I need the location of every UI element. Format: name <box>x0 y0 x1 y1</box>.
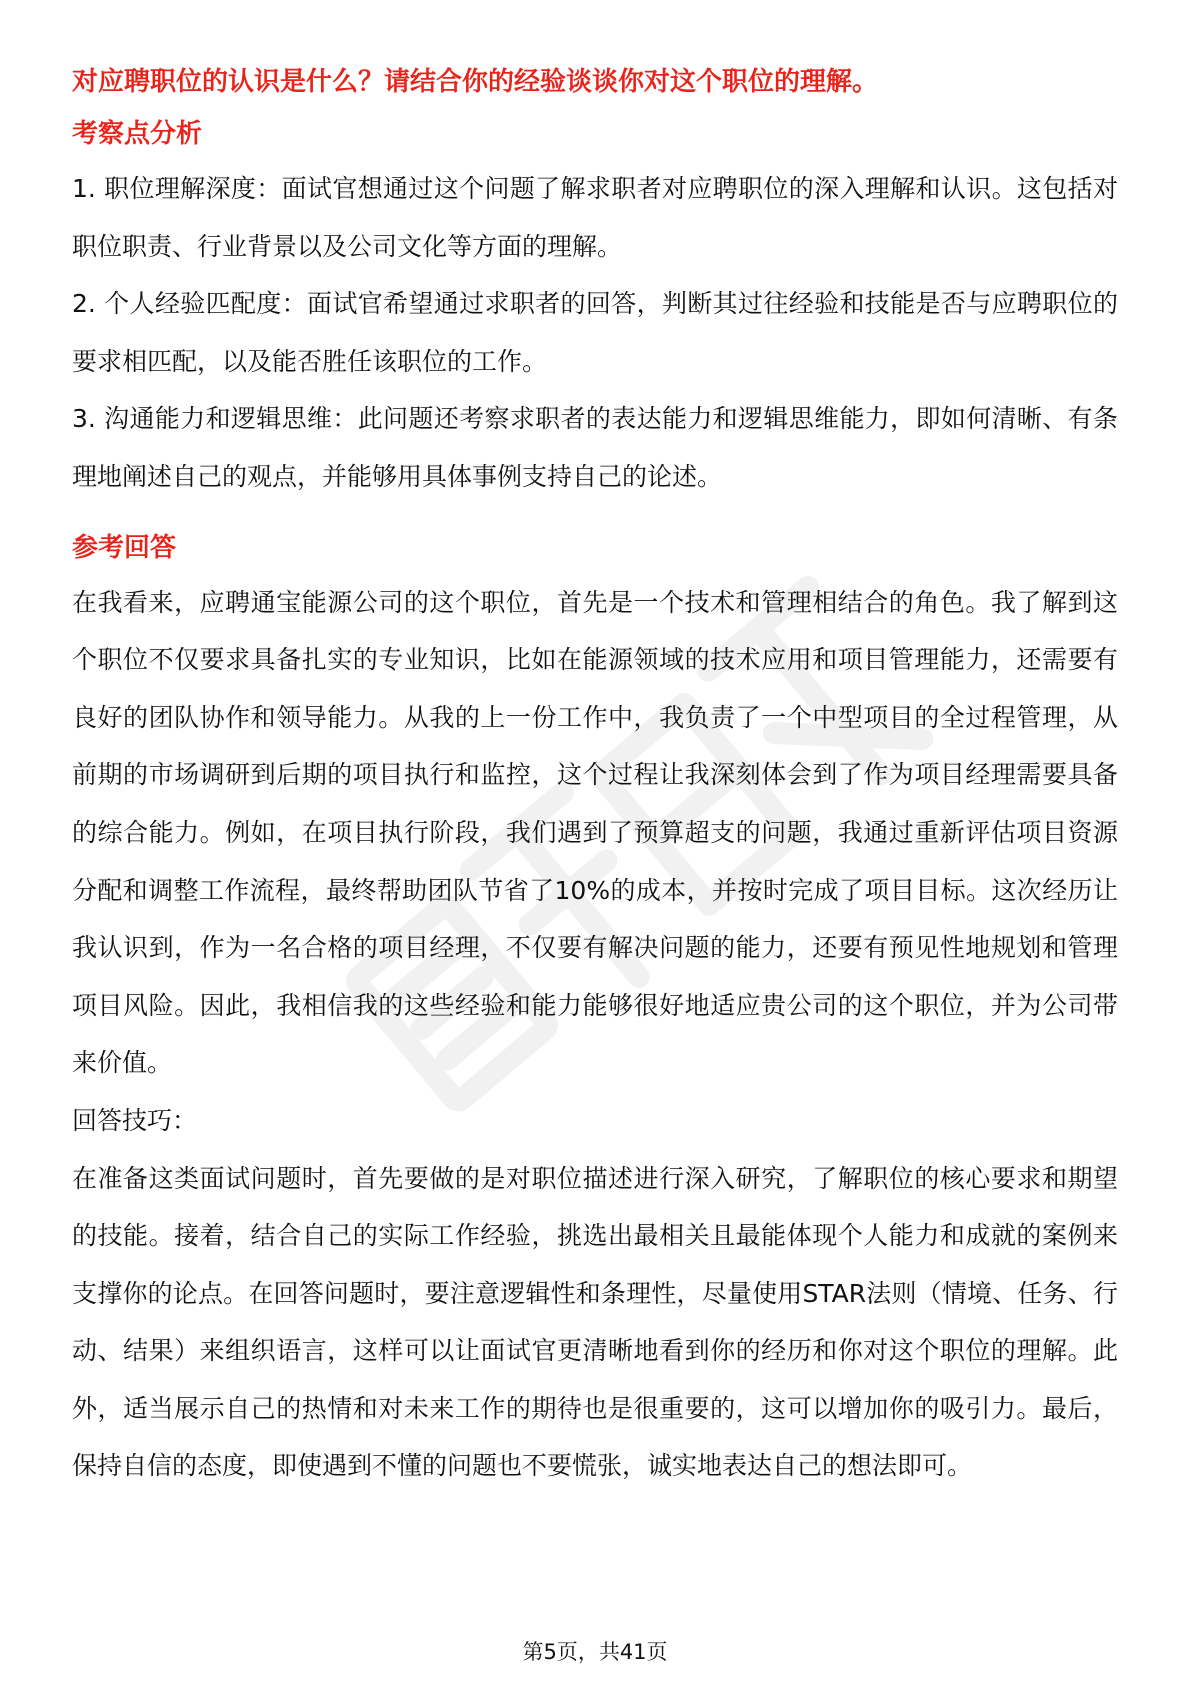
analysis-list <box>72 160 1118 506</box>
analysis-item: 3. 沟通能力和逻辑思维：此问题还考察求职者的表达能力和逻辑思维能力，即如何清晰、有条理地阐述自己的观点，并能够用具体事例支持自己的论述。 <box>72 404 1118 491</box>
answer-heading: 参考回答 <box>72 532 177 563</box>
analysis-item: 2. 个人经验匹配度：面试官希望通过求职者的回答，判断其过往经验和技能是否与应聘职位的要求相匹配，以及能否胜任该职位的工作。 <box>72 289 1118 376</box>
tips-heading: 回答技巧： <box>72 1105 198 1135</box>
answer-paragraph: 在我看来，应聘通宝能源公司的这个职位，首先是一个技术和管理相结合的角色。我了解到这个职位不仅要求具备扎实的专业知识，比如在能源领域的技术应用和项目管理能力，还需要有良好的团队协作和领导能力。从我的上一份工作中，我负责了一个中型项目的全过程管理，从前期的市场调研到后期的项目执行和监控，这个过程让我深刻体会到了作为项目经理需要具备的综合能力。例如，在项目执行阶段，我们遇到了预算超支的问题，我通过重新评估项目资源分配和调整工作流程，最终帮助团队节省了10%的成本，并按时完成了项目目标。这次经历让我认识到，作为一名合格的项目经理，不仅要有解决问题的能力，还要有预见性地规划和管理项目风险。因此，我相信我的这些经验和能力能够很好地适应贵公司的这个职位，并为公司带来价值。 <box>72 587 1118 1078</box>
analysis-item: 1. 职位理解深度：面试官想通过这个问题了解求职者对应聘职位的深入理解和认识。这包括对职位职责、行业背景以及公司文化等方面的理解。 <box>72 174 1118 261</box>
analysis-heading: 考察点分析 <box>72 119 203 149</box>
interview-question: 对应聘职位的认识是什么？请结合你的经验谈谈你对这个职位的理解。 <box>72 67 879 97</box>
tips-paragraph: 在准备这类面试问题时，首先要做的是对职位描述进行深入研究，了解职位的核心要求和期望的技能。接着，结合自己的实际工作经验，挑选出最相关且最能体现个人能力和成就的案例来支撑你的论点。在回答问题时，要注意逻辑性和条理性，尽量使用STAR法则（情境、任务、行动、结果）来组织语言，这样可以让面试官更清晰地看到你的经历和你对这个职位的理解。此外，适当展示自己的热情和对未来工作的期待也是很重要的，这可以增加你的吸引力。最后，保持自信的态度，即使遇到不懂的问题也不要慌张，诚实地表达自己的想法即可。 <box>72 1163 1118 1481</box>
page-number-footer: 第5页，共41页 <box>522 1640 668 1664</box>
document-page <box>72 62 1118 1495</box>
